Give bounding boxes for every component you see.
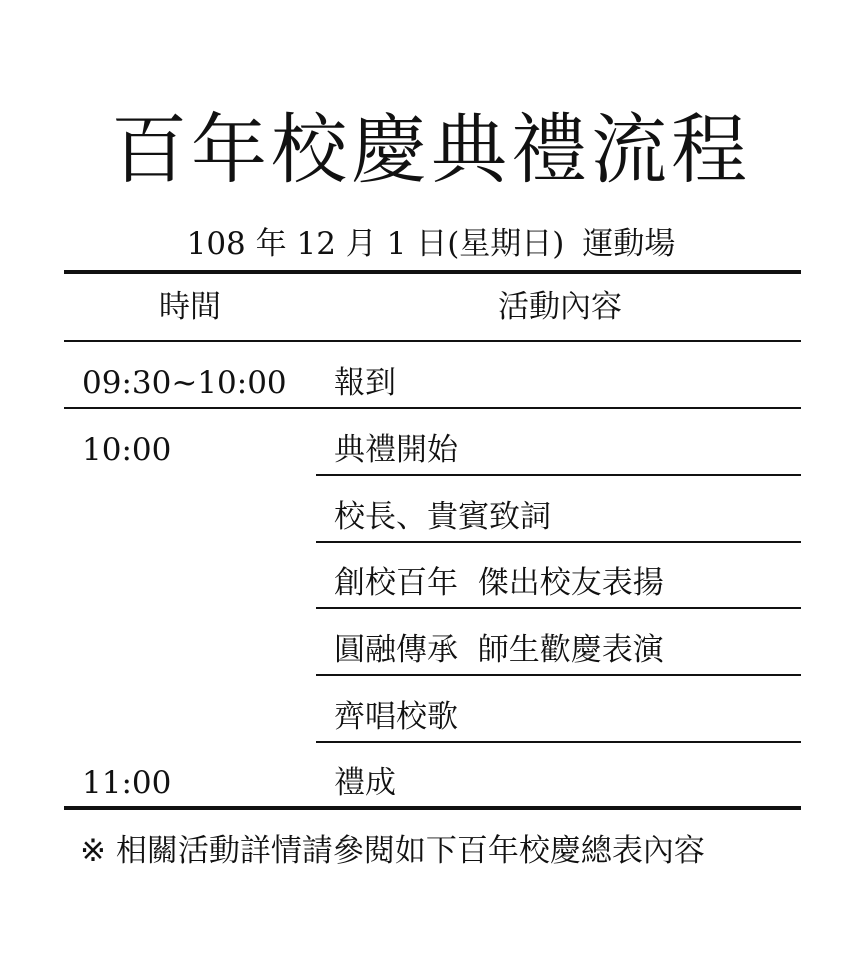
- row-divider: [316, 741, 801, 743]
- row-divider: [316, 541, 801, 543]
- header-bottom-rule: [64, 340, 801, 342]
- footnote: ※ 相關活動詳情請參閱如下百年校慶總表內容: [80, 833, 705, 869]
- row-activity: 創校百年 傑出校友表揚: [334, 565, 664, 601]
- row-time: 10:00: [82, 432, 172, 468]
- event-date: 108 年 12 月 1 日(星期日): [186, 226, 565, 262]
- row-time: 11:00: [82, 765, 172, 801]
- header-time: 時間: [159, 289, 221, 325]
- row-activity: 齊唱校歌: [334, 699, 458, 735]
- event-venue: 運動場: [582, 226, 676, 262]
- event-date-venue: [0, 222, 862, 266]
- row-activity: 禮成: [334, 765, 396, 801]
- row-divider: [316, 474, 801, 476]
- row-divider: [316, 607, 801, 609]
- row-divider: [316, 674, 801, 676]
- row-divider: [64, 407, 801, 409]
- row-activity: 校長、貴賓致詞: [334, 499, 551, 535]
- row-activity: 報到: [334, 365, 396, 401]
- row-activity: 圓融傳承 師生歡慶表演: [334, 632, 664, 668]
- header-activity: 活動內容: [498, 289, 622, 325]
- table-bottom-rule: [64, 806, 801, 810]
- row-activity: 典禮開始: [334, 432, 458, 468]
- row-time: 09:30~10:00: [82, 365, 287, 401]
- page-title: 百年校慶典禮流程: [111, 105, 751, 194]
